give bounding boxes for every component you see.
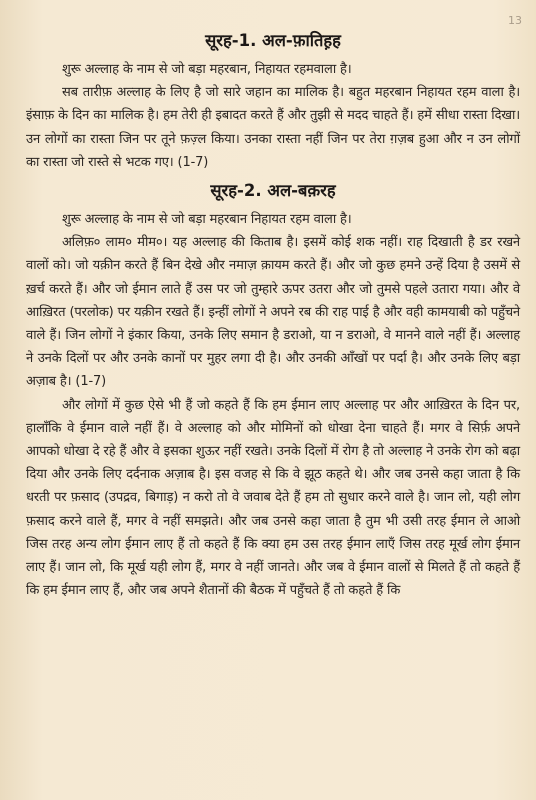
surah-1-title: सूरह-1. अल-फ़ातिह़ह <box>205 31 341 50</box>
surah-2-title: सूरह-2. अल-बक़रह <box>210 181 336 201</box>
page-number: 13 <box>508 14 522 27</box>
surah-2-paragraph-1: अलिफ़० लाम० मीम०। यह अल्लाह की किताब है। इसमें कोई शक नहीं। राह दिखाती है डर रखने वालों को। जो यक़ीन करते हैं बिन देखे और नमाज़ क़ायम करते हैं। और जो कुछ हमने उन्हें दिया है उसमें से ख़र्च करते हैं। और जो ईमान लाते हैं उस पर जो तुम्हारे ऊपर उतरा और जो तुमसे पहले उतारा गया। और वे आख़िरत (परलोक) पर यक़ीन रखते हैं। इन्हीं लोगों ने अपने रब की राह पाई है और वही कामयाबी को पहुँचने वाले हैं। जिन लोगों ने इंकार किया, उनके लिए समान है डराओ, या न डराओ, वे मानने वाले नहीं हैं। अल्लाह ने उनके दिलों पर और उनके कानों पर मुहर लगा दी है। और उनकी आँखों पर पर्दा है। और उनके लिए बड़ा अज़ाब है। (1-7) <box>26 235 520 390</box>
surah-1-paragraph-1: सब तारीफ़ अल्लाह के लिए है जो सारे जहान का मालिक है। बहुत महरबान निहायत रहम वाला है। इंसाफ़ के दिन का मालिक है। हम तेरी ही इबादत करते हैं और तुझी से मदद चाहते हैं। हमें सीधा रास्ता दिखा। उन लोगों का रास्ता जिन पर तूने फ़ज़्ल किया। उनका रास्ता नहीं जिन पर तेरा ग़ज़ब हुआ और न उन लोगों का रास्ता जो रास्ते से भटक गए। (1-7) <box>26 85 520 170</box>
surah-1-bismillah: शुरू अल्लाह के नाम से जो बड़ा महरबान, निहायत रहमवाला है। <box>62 62 352 77</box>
surah-2-paragraph-2: और लोगों में कुछ ऐसे भी हैं जो कहते हैं कि हम ईमान लाए अल्लाह पर और आख़िरत के दिन पर, हालाँकि वे ईमान वाले नहीं हैं। वे अल्लाह को और मोमिनों को धोखा देना चाहते हैं। मगर वे सिर्फ़ अपने आपको धोखा दे रहे हैं और वे इसका शुऊर नहीं रखते। उनके दिलों में रोग है तो अल्लाह ने उनके रोग को बढ़ा दिया और उनके लिए दर्दनाक अज़ाब है। इस वजह से कि वे झूठ कहते थे। और जब उनसे कहा जाता है कि धरती पर फ़साद (उपद्रव, बिगाड़) न करो तो वे जवाब देते हैं हम तो सुधार करने वाले है। जान लो, यही लोग फ़साद करने वाले हैं, मगर वे नहीं समझते। और जब उनसे कहा जाता है तुम भी उसी तरह ईमान ले आओ जिस तरह अन्य लोग ईमान लाए हैं तो कहते हैं कि क्या हम उस तरह ईमान लाएँ जिस तरह मूर्ख लोग ईमान लाए हैं। जान लो, कि मूर्ख यही लोग हैं, मगर वे नहीं जानते। और जब वे ईमान वालों से मिलते हैं तो कहते हैं कि हम ईमान लाए हैं, और जब अपने शैतानों की बैठक में पहुँचते हैं तो कहते हैं कि <box>26 397 520 599</box>
surah-2-bismillah: शुरू अल्लाह के नाम से जो बड़ा महरबान निहायत रहम वाला है। <box>62 212 352 228</box>
